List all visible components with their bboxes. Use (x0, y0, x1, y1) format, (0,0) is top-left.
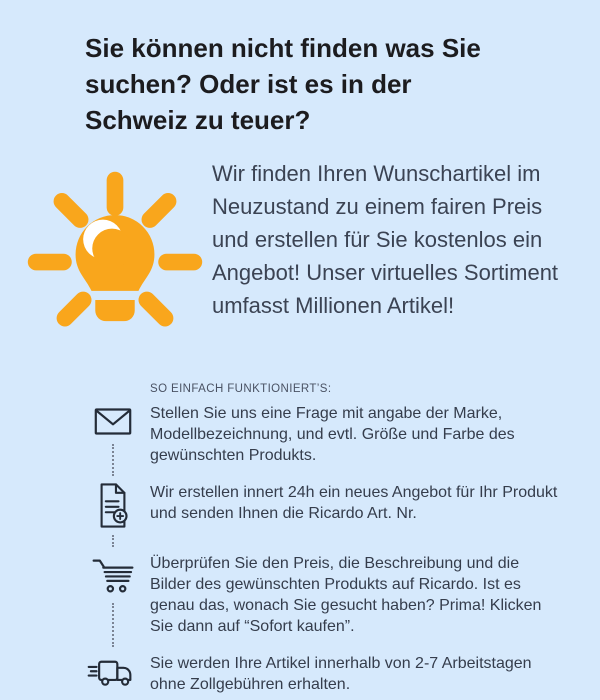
step-row-offer (88, 482, 574, 553)
intro-text: Wir finden Ihren Wunschartikel im Neuzustand zu einem fairen Preis und erstellen für Sie kostenlos ein Angebot! Unser virtuelles Sortiment umfasst Millionen Artikel! (212, 161, 559, 318)
step-row-check (88, 553, 574, 653)
step-text: Wir erstellen innert 24h ein neues Angebot für Ihr Produkt und senden Ihnen die Ricardo Art. Nr. (150, 484, 558, 522)
step-connector (112, 444, 114, 476)
document-plus-icon (94, 482, 132, 529)
step-row-delivery (88, 653, 574, 700)
lightbulb-icon (24, 166, 206, 352)
step-text: Stellen Sie uns eine Frage mit angabe der Marke, Modellbezeichnung, und evtl. Größe und Farbe des gewünschten Produkts. (150, 405, 515, 464)
how-it-works-label: SO EINFACH FUNKTIONIERT’S: (150, 383, 332, 395)
envelope-icon (93, 405, 133, 438)
step-text: Sie werden Ihre Artikel innerhalb von 2-7 Arbeitstagen ohne Zollgebühren erhalten. (150, 655, 532, 693)
step-connector (112, 603, 114, 647)
step-row-contact (88, 403, 574, 482)
page-title: Sie können nicht finden was Sie suchen? Oder ist es in der Schweiz zu teuer? (85, 33, 481, 135)
delivery-truck-icon (87, 655, 139, 691)
step-text: Überprüfen Sie den Preis, die Beschreibung und die Bilder des gewünschten Produkts auf Ricardo. Ist es genau das, wonach Sie gesucht haben? Prima! Klicken Sie dann auf “Sofort kaufen”. (150, 555, 542, 635)
step-connector (112, 535, 114, 547)
shopping-cart-icon (91, 555, 135, 597)
how-it-works-steps (88, 403, 574, 700)
